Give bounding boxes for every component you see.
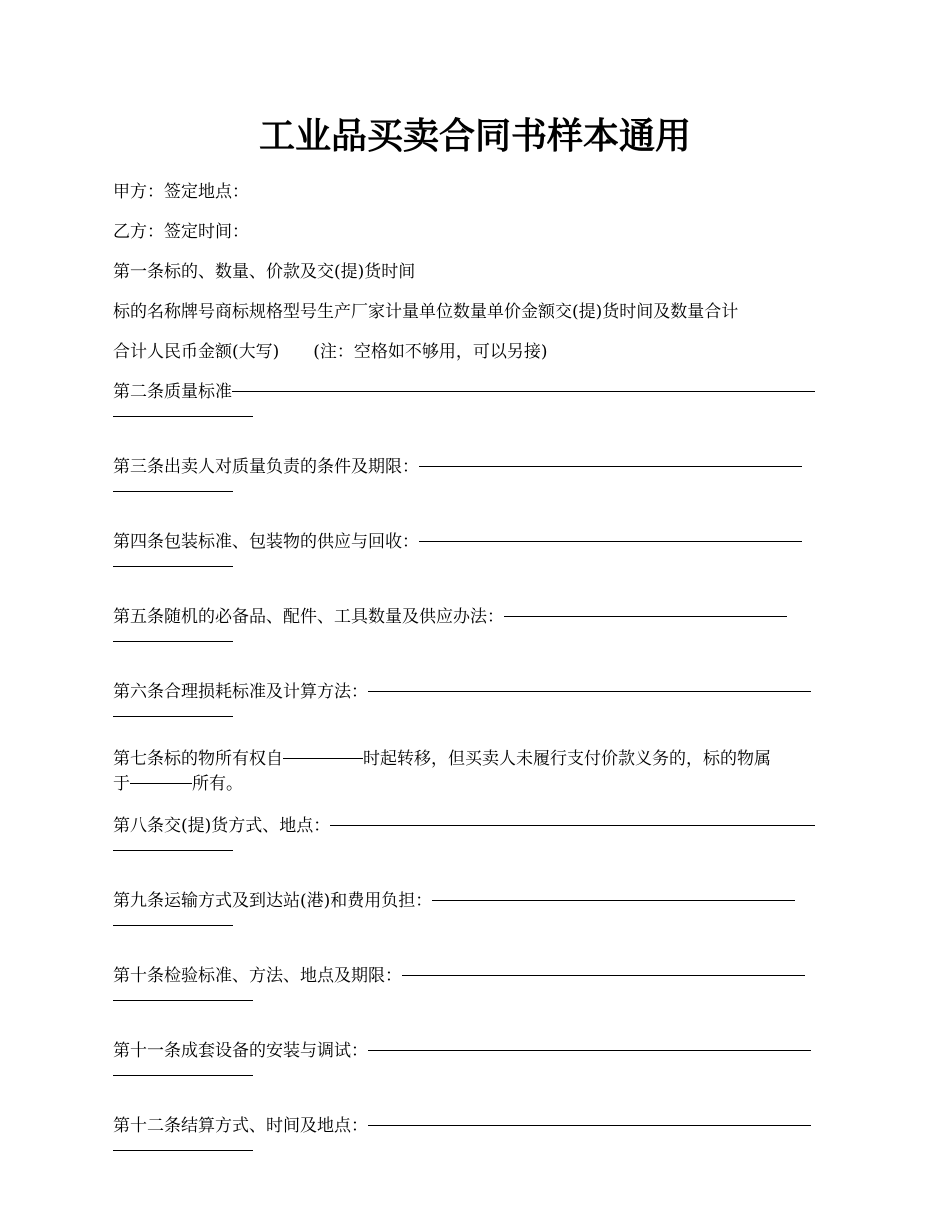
article-8	[113, 814, 838, 851]
article-10-label: 第十条检验标准、方法、地点及期限：	[113, 966, 402, 986]
article-10	[113, 964, 838, 1001]
article-12-label: 第十二条结算方式、时间及地点：	[113, 1116, 368, 1136]
document-body	[113, 180, 838, 1151]
article-4-blank	[419, 541, 802, 542]
article-3-label: 第三条出卖人对质量负责的条件及期限：	[113, 457, 419, 477]
article-5	[113, 605, 838, 642]
article-3-blank	[419, 466, 802, 467]
article-11	[113, 1039, 838, 1076]
article-9-label: 第九条运输方式及到达站(港)和费用负担：	[113, 891, 433, 911]
article-8-blank	[330, 825, 815, 826]
article-7-blank-owner	[130, 783, 192, 784]
total-amount-line: 合计人民币金额(大写) (注：空格如不够用，可以另接)	[113, 342, 548, 362]
article-2	[113, 380, 838, 417]
article-7-part1: 第七条标的物所有权自	[113, 749, 283, 769]
article-3	[113, 455, 838, 492]
article-5-blank	[504, 616, 787, 617]
article-6-label: 第六条合理损耗标准及计算方法：	[113, 682, 368, 702]
article-6-blank	[368, 691, 811, 692]
article-4-label: 第四条包装标准、包装物的供应与回收：	[113, 532, 419, 552]
article-7-part2: 时起转移，但买卖人未履行支付价款义务的，标的物属	[363, 749, 771, 769]
article-12-blank-cont	[113, 1150, 253, 1151]
article-7-blank-time	[283, 758, 363, 759]
party-a-line: 甲方：签定地点：	[113, 182, 249, 202]
article-9-blank	[432, 900, 795, 901]
article-2-label: 第二条质量标准	[113, 382, 232, 402]
article-12-blank	[368, 1125, 811, 1126]
article-2-blank	[232, 391, 815, 392]
article-4	[113, 530, 838, 567]
article-8-label: 第八条交(提)货方式、地点：	[113, 816, 331, 836]
article-6	[113, 680, 838, 717]
document-title: 工业品买卖合同书样本通用	[258, 115, 691, 157]
article-10-blank	[402, 975, 805, 976]
article-1-heading: 第一条标的、数量、价款及交(提)货时间	[113, 262, 416, 282]
article-5-label: 第五条随机的必备品、配件、工具数量及供应办法：	[113, 607, 504, 627]
article-11-label: 第十一条成套设备的安装与调试：	[113, 1041, 368, 1061]
article-7-part4: 所有。	[192, 774, 243, 794]
article-7-part3: 于	[113, 774, 130, 794]
party-b-line: 乙方：签定时间：	[113, 222, 249, 242]
article-12	[113, 1114, 838, 1151]
article-7	[113, 747, 838, 797]
article-11-blank	[368, 1050, 811, 1051]
goods-table-columns: 标的名称牌号商标规格型号生产厂家计量单位数量单价金额交(提)货时间及数量合计	[113, 302, 739, 322]
article-9	[113, 889, 838, 926]
